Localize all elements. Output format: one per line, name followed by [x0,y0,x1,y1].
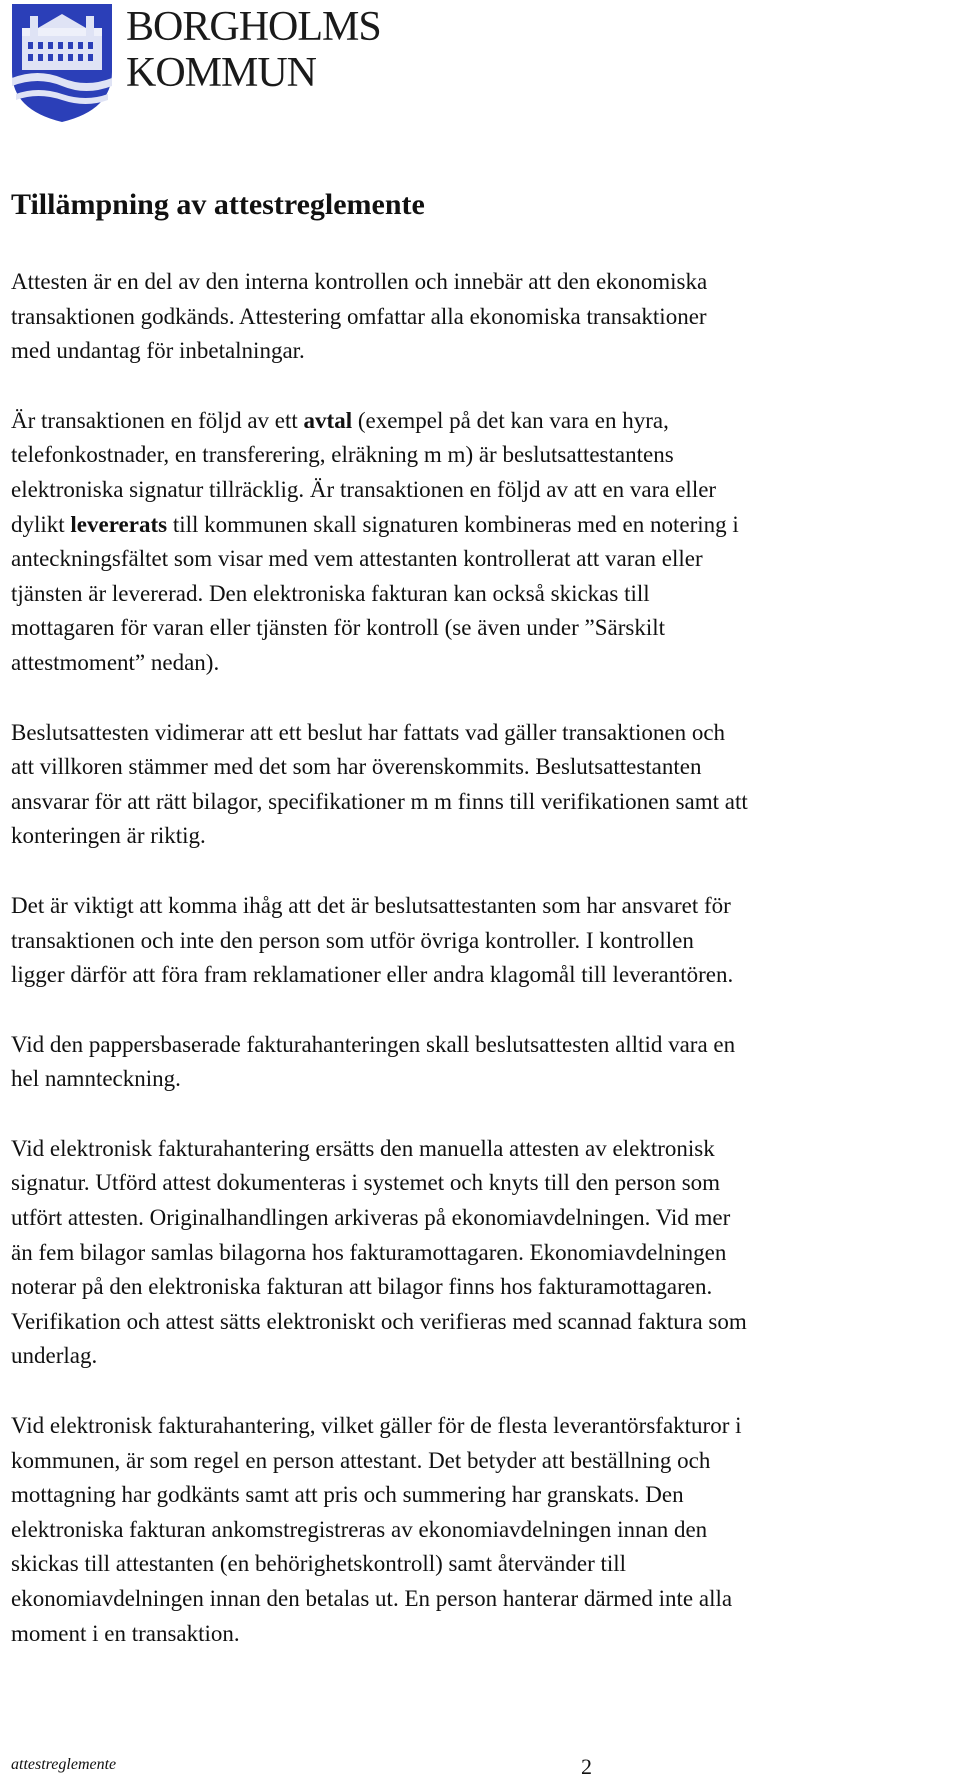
paragraph [11,1028,959,1097]
text-line [11,508,959,543]
paragraph [11,265,959,369]
logo-wordmark [126,4,381,96]
text-segment: till kommunen skall signaturen kombineras med en notering i [167,511,739,537]
text-line: mottagning har godkänts samt att pris och summering har granskats. Den [11,1482,684,1508]
text-line: Verifikation och attest sätts elektroniskt och verifieras med scannad faktura som [11,1308,747,1334]
text-line: elektroniska signatur tillräcklig. Är transaktionen en följd av att en vara eller [11,476,717,502]
text-segment: dylikt [11,511,71,537]
text-line: ansvarar för att rätt bilagor, specifikationer m m finns till verifikationen samt att [11,788,748,814]
text-line [11,404,959,439]
paragraph [11,1132,959,1374]
paragraph [11,404,959,681]
document-body [11,265,959,1686]
page-number: 2 [581,1754,592,1779]
text-line: telefonkostnader, en transferering, elräkning m m) är beslutsattestantens [11,442,674,468]
text-line: än fem bilagor samlas bilagorna hos fakturamottagaren. Ekonomiavdelningen [11,1239,727,1265]
text-line: tjänsten är levererad. Den elektroniska fakturan kan också skickas till [11,580,650,606]
document-title: Tillämpning av attestreglemente [11,188,425,221]
logo-line-2: KOMMUN [126,50,317,96]
text-line: Beslutsattesten vidimerar att ett beslut har fattats vad gäller transaktionen och [11,719,726,745]
coat-of-arms-icon [8,2,116,124]
text-line: Det är viktigt att komma ihåg att det är beslutsattestanten som har ansvaret för [11,892,731,918]
text-line: skickas till attestanten (en behörighetskontroll) samt återvänder till [11,1551,627,1577]
logo-line-1: BORGHOLMS [126,4,381,50]
text-line: med undantag för inbetalningar. [11,338,305,364]
footer-label: attestreglemente [11,1756,117,1773]
text-line: att villkoren stämmer med det som har överenskommits. Beslutsattestanten [11,754,702,780]
text-line: transaktionen godkänds. Attestering omfattar alla ekonomiska transaktioner [11,303,707,329]
text-line: noterar på den elektroniska fakturan att bilagor finns hos fakturamottagaren. [11,1274,713,1300]
paragraph [11,716,959,854]
bold-term: levererats [70,511,168,537]
municipality-logo [8,2,388,124]
text-line: hel namnteckning. [11,1066,181,1092]
text-segment: (exempel på det kan vara en hyra, [352,407,669,433]
text-line: mottagaren för varan eller tjänsten för kontroll (se även under ”Särskilt [11,615,665,641]
text-line: moment i en transaktion. [11,1620,240,1646]
text-line: transaktionen och inte den person som utför övriga kontroller. I kontrollen [11,927,694,953]
text-line: Attesten är en del av den interna kontrollen och innebär att den ekonomiska [11,269,708,294]
text-line: kommunen, är som regel en person attestant. Det betyder att beställning och [11,1447,711,1473]
bold-term: avtal [303,407,353,433]
text-line: underlag. [11,1343,98,1369]
text-line: ligger därför att föra fram reklamationer eller andra klagomål till leverantören. [11,962,734,988]
paragraph [11,1409,959,1651]
text-line: signatur. Utförd attest dokumenteras i systemet och knyts till den person som [11,1170,721,1196]
text-line: ekonomiavdelningen innan den betalas ut. En person hanterar därmed inte alla [11,1586,733,1611]
text-line: anteckningsfältet som visar med vem attestanten kontrollerat att varan eller [11,546,703,572]
paragraph [11,889,959,993]
text-line: utfört attesten. Originalhandlingen arkiveras på ekonomiavdelningen. Vid mer [11,1205,731,1231]
text-line: Vid elektronisk fakturahantering, vilket gäller för de flesta leverantörsfakturor i [11,1413,742,1439]
text-line: Vid den pappersbaserade fakturahanteringen skall beslutsattesten alltid vara en [11,1031,736,1057]
text-line: attestmoment” nedan). [11,649,220,675]
text-segment: Är transaktionen en följd av ett [11,407,304,433]
text-line: Vid elektronisk fakturahantering ersätts den manuella attesten av elektronisk [11,1135,715,1161]
text-line: konteringen är riktig. [11,823,206,849]
text-line: elektroniska fakturan ankomstregistreras av ekonomiavdelningen innan den [11,1516,708,1542]
